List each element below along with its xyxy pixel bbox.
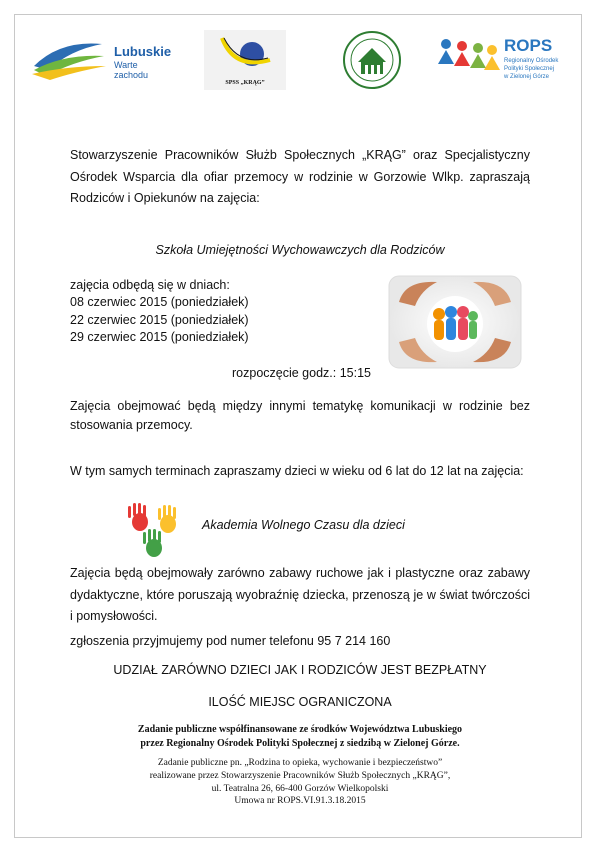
- osrodek-logo: [342, 30, 402, 90]
- kids-handprints-image: [122, 502, 188, 562]
- task-line-3: ul. Teatralna 26, 66-400 Gorzów Wielkopolski: [211, 783, 389, 794]
- topic-paragraph: Zajęcia obejmować będą między innymi tematykę komunikacji w rodzinie bez stosowania przemocy.: [70, 399, 530, 432]
- lubuskie-name: Lubuskie: [114, 44, 172, 59]
- kids-academy-title: Akademia Wolnego Czasu dla dzieci: [202, 518, 405, 532]
- limited-places-notice: ILOŚĆ MIEJSC OGRANICZONA: [208, 695, 392, 709]
- rops-logo: [436, 34, 576, 86]
- krag-caption: SPSS „KRĄG”: [225, 80, 265, 86]
- hands-family-image: [385, 272, 525, 372]
- rops-sub-line-1: Regionalny Ośrodek: [504, 58, 559, 64]
- task-line-4: Umowa nr ROPS.VI.91.3.18.2015: [234, 796, 366, 807]
- krag-logo: [204, 30, 286, 90]
- kids-description-paragraph: Zajęcia będą obejmowały zarówno zabawy ruchowe jak i plastyczne oraz zabawy dydaktyczne, które poruszają wyobraźnię dziecka, przenoszą je w świat twórczości i pomysłowości.: [70, 566, 530, 623]
- house-family-seal-icon: [342, 30, 402, 90]
- task-notice: [0, 757, 600, 808]
- funding-notice: [0, 723, 600, 750]
- dates-lead: zajęcia odbędą się w dniach:: [70, 278, 230, 292]
- lubuskie-tagline: Warte zachodu: [114, 60, 149, 80]
- handprints-icon: [122, 502, 188, 562]
- task-line-2: realizowane przez Stowarzyszenie Pracowników Służb Społecznych „KRĄG”,: [149, 770, 451, 781]
- kids-academy-row: [122, 502, 522, 562]
- funding-line-1: Zadanie publiczne współfinansowane ze środków Województwa Lubuskiego: [137, 724, 463, 735]
- logo-row: [30, 30, 570, 90]
- krag-emblem-icon: [204, 30, 286, 78]
- people-figures-icon: [436, 34, 500, 78]
- rops-sub-line-2: Polityki Społecznej: [504, 66, 555, 72]
- date-1: 08 czerwiec 2015 (poniedziałek): [70, 295, 249, 310]
- funding-line-2: przez Regionalny Ośrodek Polityki Społecznej z siedzibą w Zielonej Górze.: [140, 737, 460, 749]
- hands-around-family-icon: [385, 272, 525, 372]
- phone-line: zgłoszenia przyjmujemy pod numer telefonu 95 7 214 160: [70, 634, 391, 648]
- school-title: Szkoła Umiejętności Wychowawczych dla Rodziców: [155, 243, 445, 257]
- date-2: 22 czerwiec 2015 (poniedziałek): [70, 312, 249, 327]
- lubuskie-emblem-icon: [30, 36, 110, 80]
- rops-title: ROPS: [504, 36, 553, 55]
- intro-paragraph: Stowarzyszenie Pracowników Służb Społecznych „KRĄG” oraz Specjalistyczny Ośrodek Wsparcia dla ofiar przemocy w rodzinie w Gorzowie Wlkp. zapraszają Rodziców i Opiekunów na zajęcia:: [70, 148, 530, 205]
- kids-invite-paragraph: W tym samych terminach zapraszamy dzieci w wieku od 6 lat do 12 lat na zajęcia:: [70, 464, 524, 478]
- lubuskie-logo: [30, 36, 170, 80]
- start-time: rozpoczęcie godz.: 15:15: [232, 366, 371, 380]
- free-participation-notice: UDZIAŁ ZARÓWNO DZIECI JAK I RODZICÓW JEST BEZPŁATNY: [113, 663, 487, 677]
- rops-sub-line-3: w Zielonej Górze: [504, 74, 550, 80]
- date-3: 29 czerwiec 2015 (poniedziałek): [70, 329, 249, 344]
- task-line-1: Zadanie publiczne pn. „Rodzina to opieka, wychowanie i bezpieczeństwo”: [157, 758, 443, 768]
- dates-block: [70, 277, 249, 346]
